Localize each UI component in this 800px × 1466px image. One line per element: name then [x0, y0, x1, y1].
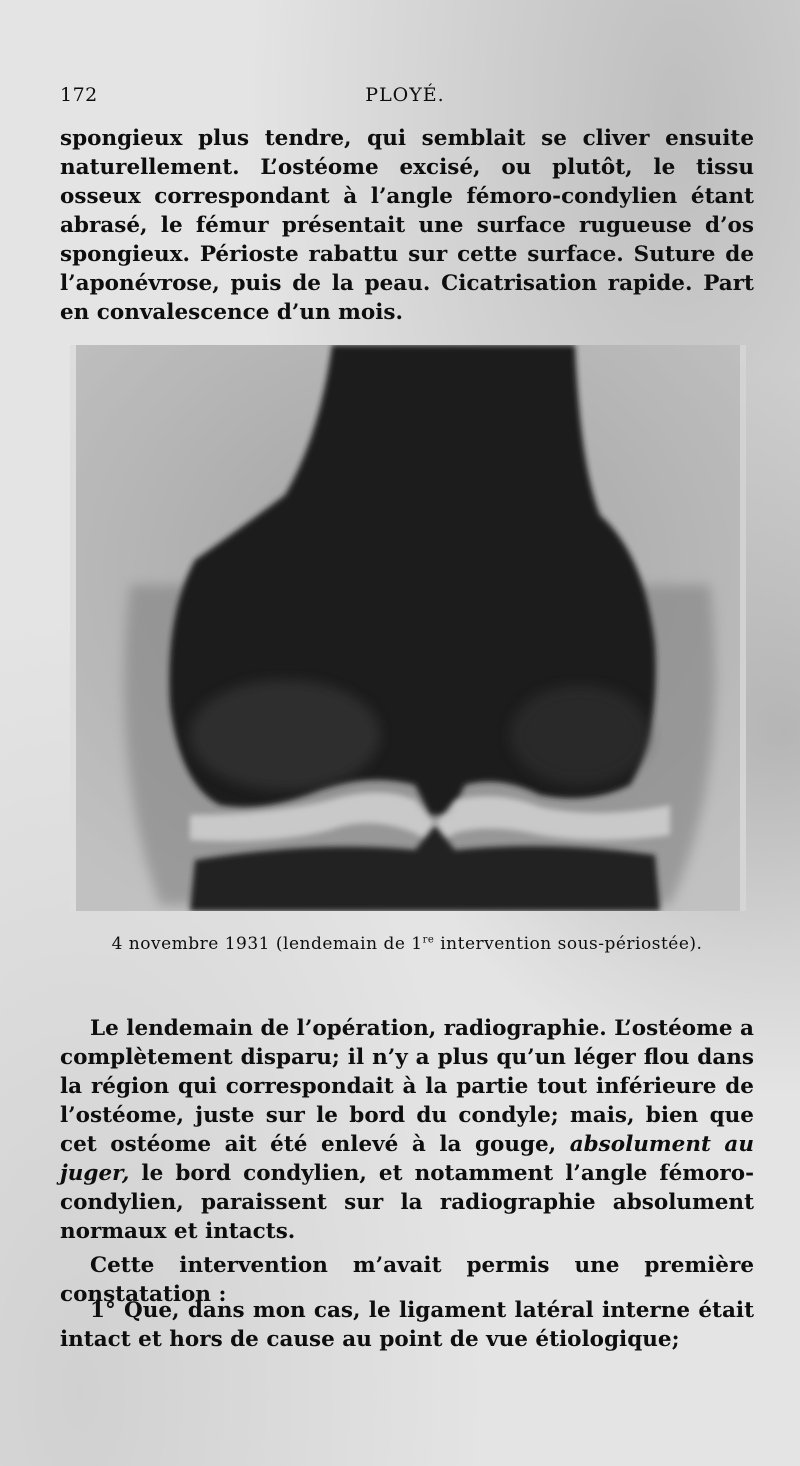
knee-radiograph-figure [70, 345, 746, 911]
running-head: PLOYÉ. [365, 84, 445, 106]
knee-radiograph-image [70, 345, 746, 911]
paragraph-4: 1° Que, dans mon cas, le ligament latéral interne était intact et hors de cause au point de vue étiologique; [60, 1298, 754, 1352]
page-header [60, 84, 750, 112]
paragraph-3: Cette intervention m’avait permis une première constatation : [60, 1253, 754, 1307]
page-number: 172 [60, 84, 98, 106]
paragraph-2 [60, 1014, 754, 1246]
caption-ordinal-suffix: re [422, 934, 435, 946]
caption-description: intervention sous-périostée). [434, 934, 703, 954]
caption-date-text: 4 novembre 1931 (lendemain de 1 [111, 934, 423, 954]
paragraph-2-text-start: Le lendemain de l’opération, radiographie. L’ostéome a complètement disparu; il n’y a plus qu’un léger flou dans la région qui correspondait à la partie tout inférieure de l’ostéome, juste sur le bord du condyle; mais, bien que cet ostéome ait été enlevé à la gouge, [60, 1016, 754, 1157]
paragraph-2-emphasis: absolument au juger, [60, 1132, 754, 1186]
paragraph-2-text-end: le bord condylien, et notamment l’angle fémoro-condylien, paraissent sur la radiographie absolument normaux et intacts. [60, 1161, 754, 1244]
figure-caption [60, 934, 754, 954]
paragraph-1: spongieux plus tendre, qui semblait se cliver ensuite naturellement. L’ostéome excisé, ou plutôt, le tissu osseux correspondant à l’angle fémoro-condylien étant abrasé, le fémur présentait une surface rugueuse d’os spongieux. Périoste rabattu sur cette surface. Suture de l’aponévrose, puis de la peau. Cicatrisation rapide. Part en convalescence d’un mois. [60, 126, 754, 325]
